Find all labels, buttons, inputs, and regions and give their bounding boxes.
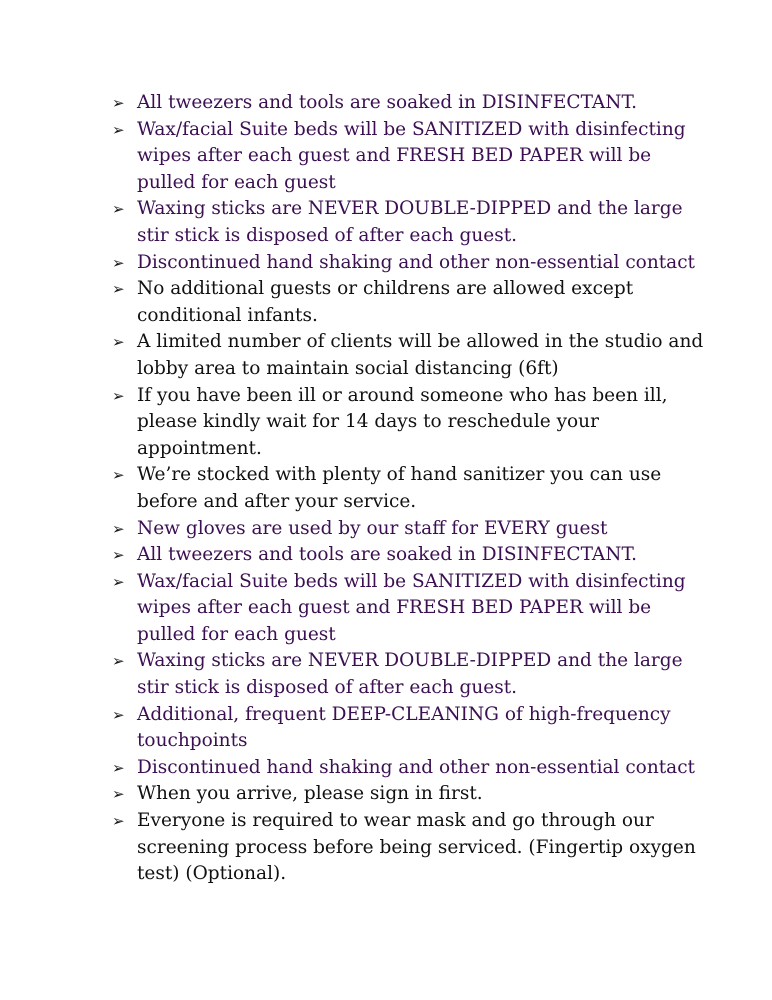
list-item (110, 648, 710, 701)
list-item (110, 90, 710, 117)
arrow-bullet-icon: ➢ (112, 466, 125, 485)
list-item (110, 276, 710, 329)
list-item-text: All tweezers and tools are soaked in DISINFECTANT. (137, 544, 637, 566)
arrow-bullet-icon: ➢ (112, 200, 125, 219)
arrow-bullet-icon: ➢ (112, 280, 125, 299)
arrow-bullet-icon: ➢ (112, 758, 125, 777)
arrow-bullet-icon: ➢ (112, 546, 125, 565)
list-item-text: When you arrive, please sign in first. (137, 783, 483, 805)
list-item-text: If you have been ill or around someone who has been ill, please kindly wait for 14 days to reschedule your appointment. (137, 384, 668, 459)
arrow-bullet-icon: ➢ (112, 333, 125, 352)
arrow-bullet-icon: ➢ (112, 94, 125, 112)
list-item (110, 329, 710, 382)
list-item-text: We’re stocked with plenty of hand sanitizer you can use before and after your service. (137, 464, 662, 512)
list-item-text: A limited number of clients will be allowed in the studio and lobby area to maintain social distancing (6ft) (137, 331, 704, 379)
list-item (110, 781, 710, 808)
list-item-text: Waxing sticks are NEVER DOUBLE-DIPPED and the large stir stick is disposed of after each guest. (137, 650, 683, 699)
list-item-text: Additional, frequent DEEP-CLEANING of high-frequency touchpoints (137, 703, 671, 752)
arrow-bullet-icon: ➢ (112, 120, 125, 139)
list-item-text: Wax/facial Suite beds will be SANITIZED with disinfecting wipes after each guest and FRESH BED PAPER will be pulled for each guest (137, 570, 686, 645)
bullet-list (110, 90, 710, 888)
list-item (110, 462, 710, 515)
list-item (110, 516, 710, 543)
list-item (110, 117, 710, 197)
list-item-text: All tweezers and tools are soaked in DISINFECTANT. (137, 92, 637, 113)
arrow-bullet-icon: ➢ (112, 785, 125, 804)
list-item-text: New gloves are used by our staff for EVERY guest (137, 517, 608, 539)
list-item (110, 383, 710, 463)
list-item (110, 569, 710, 649)
arrow-bullet-icon: ➢ (112, 812, 125, 831)
list-item-text: Everyone is required to wear mask and go through our screening process before being serviced. (Fingertip oxygen test) (Optional). (137, 810, 696, 885)
list-item-text: Wax/facial Suite beds will be SANITIZED with disinfecting wipes after each guest and FRESH BED PAPER will be pulled for each guest (137, 118, 686, 193)
arrow-bullet-icon: ➢ (112, 705, 125, 724)
list-item (110, 196, 710, 249)
list-item (110, 808, 710, 888)
arrow-bullet-icon: ➢ (112, 572, 125, 591)
list-item-text: Waxing sticks are NEVER DOUBLE-DIPPED and the large stir stick is disposed of after each guest. (137, 198, 683, 246)
arrow-bullet-icon: ➢ (112, 652, 125, 671)
list-item-text: No additional guests or childrens are allowed except conditional infants. (137, 278, 634, 326)
list-item-text: Discontinued hand shaking and other non-essential contact (137, 756, 695, 778)
arrow-bullet-icon: ➢ (112, 253, 125, 272)
list-item (110, 250, 710, 277)
arrow-bullet-icon: ➢ (112, 386, 125, 405)
list-item-text: Discontinued hand shaking and other non-essential contact (137, 251, 695, 273)
list-item (110, 542, 710, 569)
list-item (110, 755, 710, 782)
list-item (110, 702, 710, 755)
arrow-bullet-icon: ➢ (112, 519, 125, 538)
